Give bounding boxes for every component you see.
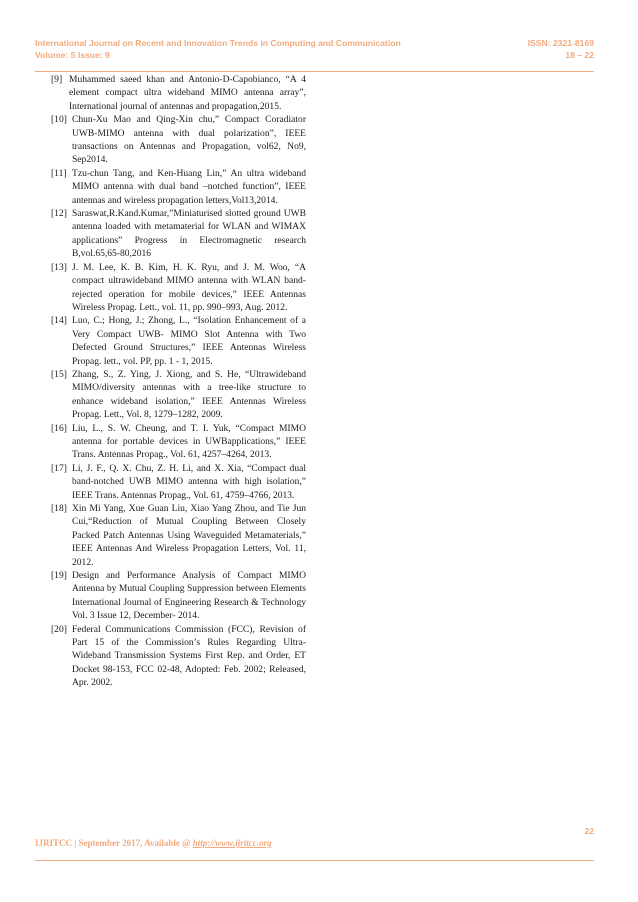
- reference-number: [20]: [51, 623, 67, 635]
- reference-number: [16]: [51, 422, 67, 434]
- reference-number: [13]: [51, 261, 67, 273]
- reference-item: [51, 167, 306, 207]
- reference-number: [17]: [51, 462, 67, 474]
- reference-text: Li, J. F., Q. X. Chu, Z. H. Li, and X. Xia, “Compact dual band-notched UWB MIMO antenna with high isolation,” IEEE Trans. Antennas Propag., Vol. 61, 4759–4766, 2013.: [72, 462, 306, 501]
- reference-number: [18]: [51, 503, 67, 514]
- reference-text: Tzu-chun Tang, and Ken-Huang Lin,” An ultra wideband MIMO antenna with dual band –notched function”, IEEE antennas and wireless propagation letters,Vol13,2014.: [72, 167, 306, 206]
- reference-number: [12]: [51, 208, 67, 220]
- journal-link[interactable]: http://www.ijritcc.org: [192, 838, 272, 848]
- reference-number: [15]: [51, 368, 67, 380]
- reference-item: [51, 502, 306, 569]
- reference-text: Federal Communications Commission (FCC), Revision of Part 15 of the Commission’s Rules Regarding Ultra-Wideband Transmission Systems First Rep. and Order, ET Docket 98-153, FCC 02-48, Adopted: Feb. 2002; Released, Apr. 2002.: [72, 623, 306, 689]
- reference-list: [51, 73, 306, 690]
- issn: ISSN: 2321-8169: [527, 38, 594, 48]
- reference-number: [9]: [51, 74, 63, 85]
- reference-text: J. M. Lee, K. B. Kim, H. K. Ryu, and J. M. Woo, “A compact ultrawideband MIMO antenna with WLAN band-rejected operation for mobile devices,” IEEE Antennas Wireless Propag. Lett., vol. 11, pp. 990–993, Aug. 2012.: [72, 261, 306, 313]
- page-number: 22: [584, 826, 594, 836]
- reference-text: Zhang, S., Z. Ying, J. Xiong, and S. He, “Ultrawideband MIMO/diversity antennas with a tree-like structure to enhance wideband isolation,” IEEE Antennas Wireless Propag. Lett., Vol. 8, 1279–1282, 2009.: [72, 368, 306, 421]
- volume-issue: Volume: 5 Issue: 9: [35, 49, 110, 60]
- reference-text: Chun-Xu Mao and Qing-Xin chu,” Compact Coradiator UWB-MIMO antenna with dual polarization”, IEEE transactions on Antennas and Propagation, vol62, No9, Sep2014.: [72, 114, 306, 166]
- reference-item: [51, 261, 306, 315]
- footer-text: IJRITCC | September 2017, Available @: [35, 838, 193, 848]
- reference-item: [51, 314, 306, 368]
- reference-text: Design and Performance Analysis of Compact MIMO Antenna by Mutual Coupling Suppression between Elements International Journal of Engineering Research & Technology Vol. 3 Issue 12, December- 2014.: [72, 570, 306, 622]
- reference-text: Xin Mi Yang, Xue Guan Liu, Xiao Yang Zhou, and Tie Jun Cui,“Reduction of Mutual Coupling Between Closely Packed Patch Antennas Using Waveguided Metamaterials,” IEEE Antennas And Wireless Propagation Letters, Vol. 11, 2012.: [72, 503, 306, 568]
- reference-item: [51, 368, 306, 422]
- header-rule: [35, 71, 594, 72]
- reference-item: [51, 623, 306, 690]
- reference-item: [51, 73, 306, 113]
- journal-title: International Journal on Recent and Innovation Trends in Computing and Communication: [35, 38, 401, 48]
- page-header: [35, 38, 594, 72]
- reference-number: [10]: [51, 114, 67, 126]
- reference-item: [51, 422, 306, 462]
- reference-number: [11]: [51, 167, 67, 179]
- reference-text: Liu, L., S. W. Cheung, and T. I. Yuk, “Compact MIMO antenna for portable devices in UWBapplications,” IEEE Trans. Antennas Propag., Vol. 61, 4257–4264, 2013.: [72, 422, 306, 461]
- reference-number: [19]: [51, 570, 67, 582]
- reference-item: [51, 462, 306, 502]
- reference-item: [51, 113, 306, 167]
- reference-number: [14]: [51, 315, 67, 327]
- reference-text: Luo, C.; Hong, J.; Zhong, L., “Isolation Enhancement of a Very Compact UWB- MIMO Slot Antenna with Two Defected Ground Structures,” IEEE Antennas Wireless Propag. lett., vol. PP, pp. 1 - 1, 2015.: [72, 315, 306, 367]
- header-right: [528, 38, 594, 61]
- reference-item: [51, 207, 306, 261]
- reference-text: Muhammed saeed khan and Antonio-D-Capobianco, “A 4 element compact ultra wideband MIMO antenna array”, International journal of antennas and propagation,2015.: [69, 74, 306, 112]
- reference-text: Saraswat,R.Kand.Kumar,”Miniaturised slotted ground UWB antenna loaded with metamaterial for WLAN and WIMAX applications” Progress in Electromagnetic research B,vol.65,65-80,2016: [72, 208, 306, 260]
- page-range: 18 – 22: [565, 49, 594, 60]
- page-footer: [35, 838, 271, 848]
- footer-rule: [35, 860, 594, 861]
- header-left: [35, 38, 401, 61]
- reference-item: [51, 569, 306, 623]
